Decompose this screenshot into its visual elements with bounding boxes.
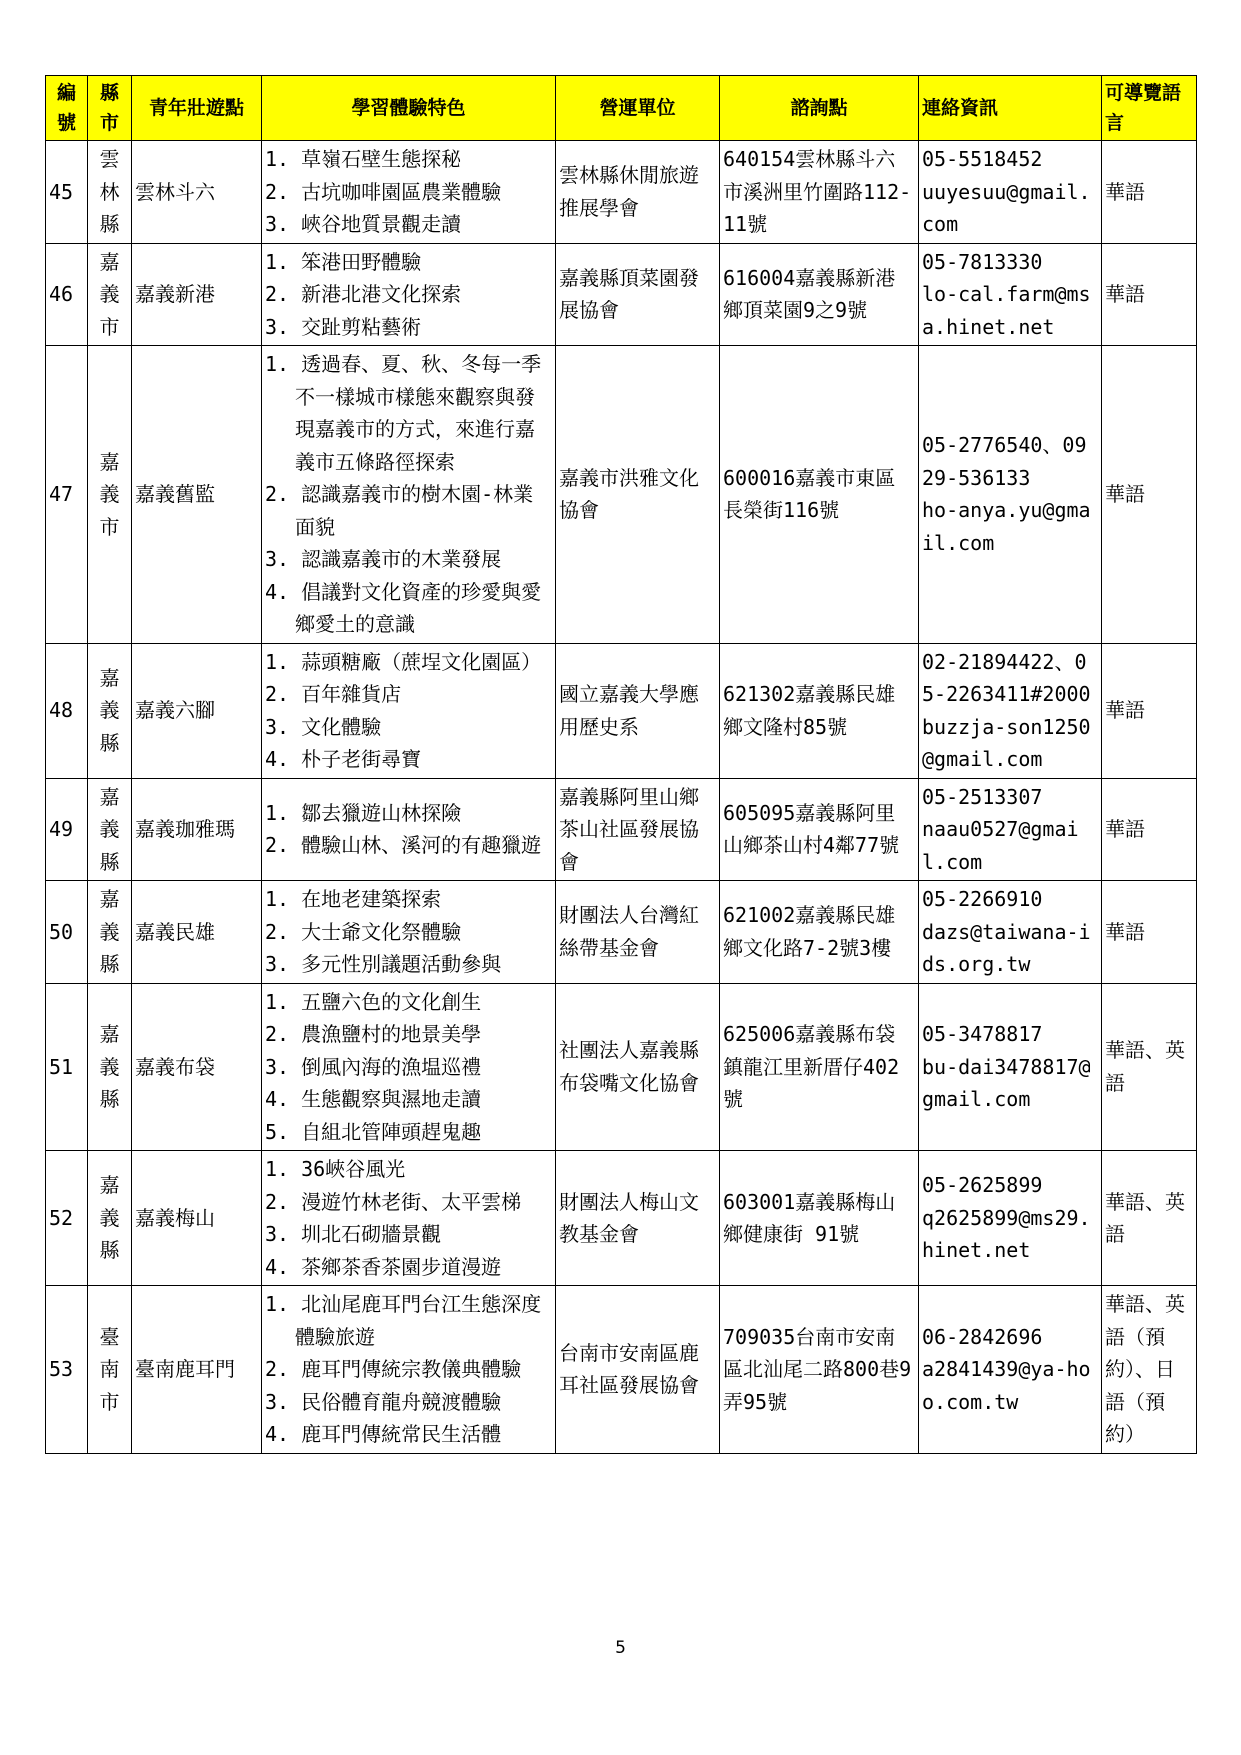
- county-cell: [88, 983, 132, 1151]
- spot-name: 嘉義新港: [132, 243, 262, 346]
- contact-cell: [919, 141, 1102, 244]
- guide-language: 華語: [1102, 141, 1197, 244]
- page-number: 5: [615, 1638, 626, 1658]
- operating-unit: 嘉義市洪雅文化協會: [556, 346, 720, 644]
- spot-name: 臺南鹿耳門: [132, 1286, 262, 1454]
- guide-language: 華語、英語: [1102, 983, 1197, 1151]
- guide-language: 華語: [1102, 243, 1197, 346]
- feature-item: 2. 鹿耳門傳統宗教儀典體驗: [265, 1357, 522, 1381]
- feature-item: 1. 草嶺石壁生態探秘: [265, 147, 462, 171]
- feature-item: 4. 生態觀察與濕地走讀: [265, 1087, 482, 1111]
- county-name: 雲林縣: [99, 147, 120, 236]
- table-row: [46, 1286, 1197, 1454]
- feature-item: 4. 茶鄉茶香茶園步道漫遊: [265, 1254, 502, 1279]
- features-cell: [262, 141, 556, 244]
- consult-address: 621302嘉義縣民雄鄉文隆村85號: [720, 643, 919, 778]
- feature-item: 3. 文化體驗: [265, 714, 382, 739]
- feature-item: 2. 百年雜貨店: [265, 682, 402, 706]
- operating-unit: 嘉義縣頂菜園發展協會: [556, 243, 720, 346]
- contact-email: bu-dai3478817@gmail.com: [922, 1054, 1091, 1111]
- consult-address: 605095嘉義縣阿里山鄉茶山村4鄰77號: [720, 778, 919, 881]
- feature-item: 2. 認識嘉義市的樹木園-林業面貌: [265, 482, 534, 539]
- feature-item: 2. 新港北港文化探索: [265, 282, 462, 306]
- operating-unit: 社團法人嘉義縣布袋嘴文化協會: [556, 983, 720, 1151]
- features-list: [265, 646, 552, 776]
- features-cell: [262, 778, 556, 881]
- feature-item: 2. 大士爺文化祭體驗: [265, 919, 462, 944]
- county-cell: [88, 141, 132, 244]
- header-address: 諮詢點: [720, 76, 919, 141]
- county-cell: [88, 1151, 132, 1286]
- feature-item: 2. 體驗山林、溪河的有趣獵遊: [265, 833, 542, 858]
- contact-cell: [919, 1286, 1102, 1454]
- consult-address: 709035台南市安南區北汕尾二路800巷9弄95號: [720, 1286, 919, 1454]
- table-body: [46, 141, 1197, 1454]
- feature-item: 4. 倡議對文化資產的珍愛與愛鄉愛土的意識: [265, 579, 542, 636]
- operating-unit: 雲林縣休閒旅遊推展學會: [556, 141, 720, 244]
- features-list: [265, 1153, 552, 1283]
- feature-item: 1. 北汕尾鹿耳門台江生態深度體驗旅遊: [265, 1292, 542, 1349]
- county-cell: [88, 346, 132, 644]
- county-name: 嘉義縣: [99, 1022, 120, 1111]
- guide-language: 華語、英語（預約）、日語（預約）: [1102, 1286, 1197, 1454]
- spot-name: 嘉義民雄: [132, 881, 262, 984]
- contact-cell: [919, 643, 1102, 778]
- contact-phone: 05-7813330: [922, 249, 1043, 274]
- guide-language: 華語、英語: [1102, 1151, 1197, 1286]
- contact-phone: 05-2776540、0929-536133: [922, 433, 1087, 490]
- row-number: 48: [46, 643, 88, 778]
- county-cell: [88, 881, 132, 984]
- contact-email: q2625899@ms29.hinet.net: [922, 1205, 1091, 1263]
- feature-item: 3. 倒風內海的漁塭巡禮: [265, 1054, 482, 1079]
- features-list: [265, 143, 552, 241]
- contact-cell: [919, 881, 1102, 984]
- guide-language: 華語: [1102, 346, 1197, 644]
- features-cell: [262, 1286, 556, 1454]
- header-lang: 可導覽語言: [1102, 76, 1197, 141]
- contact-email: ho-anya.yu@gmail.com: [922, 498, 1091, 555]
- operating-unit: 嘉義縣阿里山鄉茶山社區發展協會: [556, 778, 720, 881]
- row-number: 47: [46, 346, 88, 644]
- feature-item: 2. 農漁鹽村的地景美學: [265, 1022, 482, 1046]
- features-list: [265, 797, 552, 862]
- table-row: [46, 1151, 1197, 1286]
- guide-language: 華語: [1102, 778, 1197, 881]
- consult-address: 625006嘉義縣布袋鎮龍江里新厝仔402號: [720, 983, 919, 1151]
- table-row: [46, 778, 1197, 881]
- contact-email: naau0527@gmail.com: [922, 817, 1079, 874]
- county-cell: [88, 1286, 132, 1454]
- contact-cell: [919, 1151, 1102, 1286]
- table-row: [46, 643, 1197, 778]
- header-unit: 營運單位: [556, 76, 720, 141]
- contact-cell: [919, 346, 1102, 644]
- header-features: 學習體驗特色: [262, 76, 556, 141]
- contact-cell: [919, 778, 1102, 881]
- operating-unit: 台南市安南區鹿耳社區發展協會: [556, 1286, 720, 1454]
- header-num: 編號: [46, 76, 88, 141]
- feature-item: 3. 多元性別議題活動參與: [265, 952, 502, 976]
- feature-item: 3. 圳北石砌牆景觀: [265, 1222, 442, 1246]
- spot-name: 嘉義舊監: [132, 346, 262, 644]
- county-cell: [88, 243, 132, 346]
- features-cell: [262, 643, 556, 778]
- table-row: [46, 346, 1197, 644]
- operating-unit: 財團法人台灣紅絲帶基金會: [556, 881, 720, 984]
- feature-item: 1. 透過春、夏、秋、冬每一季不一樣城市樣態來觀察與發現嘉義市的方式，來進行嘉義市五條路徑探索: [265, 352, 542, 474]
- contact-phone: 02-21894422、05-2263411#2000: [922, 649, 1091, 706]
- feature-item: 1. 鄒去獵遊山林探險: [265, 800, 462, 825]
- contact-cell: [919, 983, 1102, 1151]
- feature-item: 3. 民俗體育龍舟競渡體驗: [265, 1389, 502, 1414]
- row-number: 51: [46, 983, 88, 1151]
- tour-table: [45, 75, 1197, 1454]
- features-cell: [262, 881, 556, 984]
- features-list: [265, 883, 552, 981]
- contact-phone: 05-2625899: [922, 1173, 1043, 1198]
- county-name: 嘉義縣: [99, 1173, 120, 1263]
- county-cell: [88, 778, 132, 881]
- features-cell: [262, 243, 556, 346]
- county-name: 臺南市: [99, 1324, 120, 1414]
- feature-item: 1. 笨港田野體驗: [265, 249, 422, 274]
- table-row: [46, 141, 1197, 244]
- feature-item: 1. 蒜頭糖廠（蔗埕文化園區）: [265, 649, 542, 674]
- contact-email: dazs@taiwana-ids.org.tw: [922, 919, 1091, 976]
- contact-email: buzzja-son1250@gmail.com: [922, 714, 1091, 771]
- feature-item: 3. 交趾剪粘藝術: [265, 314, 422, 339]
- row-number: 45: [46, 141, 88, 244]
- table-row: [46, 881, 1197, 984]
- contact-phone: 05-2266910: [922, 887, 1043, 911]
- row-number: 49: [46, 778, 88, 881]
- features-cell: [262, 346, 556, 644]
- features-list: [265, 348, 552, 641]
- contact-phone: 05-2513307: [922, 784, 1043, 809]
- contact-phone: 05-5518452: [922, 147, 1043, 171]
- header-county: 縣市: [88, 76, 132, 141]
- guide-language: 華語: [1102, 881, 1197, 984]
- features-list: [265, 1288, 552, 1451]
- spot-name: 嘉義珈雅瑪: [132, 778, 262, 881]
- row-number: 50: [46, 881, 88, 984]
- spot-name: 雲林斗六: [132, 141, 262, 244]
- feature-item: 4. 鹿耳門傳統常民生活體: [265, 1422, 502, 1446]
- features-list: [265, 986, 552, 1149]
- consult-address: 600016嘉義市東區長榮街116號: [720, 346, 919, 644]
- spot-name: 嘉義布袋: [132, 983, 262, 1151]
- table-row: [46, 983, 1197, 1151]
- county-name: 嘉義縣: [99, 665, 120, 755]
- consult-address: 640154雲林縣斗六市溪洲里竹圍路112-11號: [720, 141, 919, 244]
- header-contact: 連絡資訊: [919, 76, 1102, 141]
- contact-email: uuyesuu@gmail.com: [922, 179, 1091, 236]
- county-name: 嘉義市: [99, 249, 120, 339]
- county-cell: [88, 643, 132, 778]
- header-spot: 青年壯遊點: [132, 76, 262, 141]
- county-name: 嘉義縣: [99, 887, 120, 976]
- features-list: [265, 246, 552, 344]
- feature-item: 2. 漫遊竹林老街、太平雲梯: [265, 1189, 522, 1214]
- operating-unit: 財團法人梅山文教基金會: [556, 1151, 720, 1286]
- feature-item: 5. 自組北管陣頭趕鬼趣: [265, 1119, 482, 1144]
- spot-name: 嘉義六腳: [132, 643, 262, 778]
- table-row: [46, 243, 1197, 346]
- features-cell: [262, 1151, 556, 1286]
- contact-phone: 06-2842696: [922, 1324, 1043, 1349]
- consult-address: 621002嘉義縣民雄鄉文化路7-2號3樓: [720, 881, 919, 984]
- feature-item: 1. 36峽谷風光: [265, 1157, 406, 1181]
- county-name: 嘉義市: [99, 449, 120, 539]
- feature-item: 1. 在地老建築探索: [265, 887, 442, 911]
- feature-item: 3. 峽谷地質景觀走讀: [265, 212, 462, 236]
- operating-unit: 國立嘉義大學應用歷史系: [556, 643, 720, 778]
- consult-address: 616004嘉義縣新港鄉頂菜園9之9號: [720, 243, 919, 346]
- feature-item: 4. 朴子老街尋寶: [265, 747, 422, 771]
- header-row: [46, 76, 1197, 141]
- contact-phone: 05-3478817: [922, 1022, 1043, 1046]
- row-number: 46: [46, 243, 88, 346]
- county-name: 嘉義縣: [99, 784, 120, 874]
- contact-email: a2841439@ya-hoo.com.tw: [922, 1357, 1091, 1414]
- spot-name: 嘉義梅山: [132, 1151, 262, 1286]
- contact-cell: [919, 243, 1102, 346]
- guide-language: 華語: [1102, 643, 1197, 778]
- feature-item: 2. 古坑咖啡園區農業體驗: [265, 179, 502, 204]
- row-number: 52: [46, 1151, 88, 1286]
- features-cell: [262, 983, 556, 1151]
- consult-address: 603001嘉義縣梅山鄉健康街 91號: [720, 1151, 919, 1286]
- row-number: 53: [46, 1286, 88, 1454]
- contact-email: lo-cal.farm@msa.hinet.net: [922, 282, 1091, 339]
- feature-item: 1. 五鹽六色的文化創生: [265, 989, 482, 1014]
- feature-item: 3. 認識嘉義市的木業發展: [265, 547, 502, 571]
